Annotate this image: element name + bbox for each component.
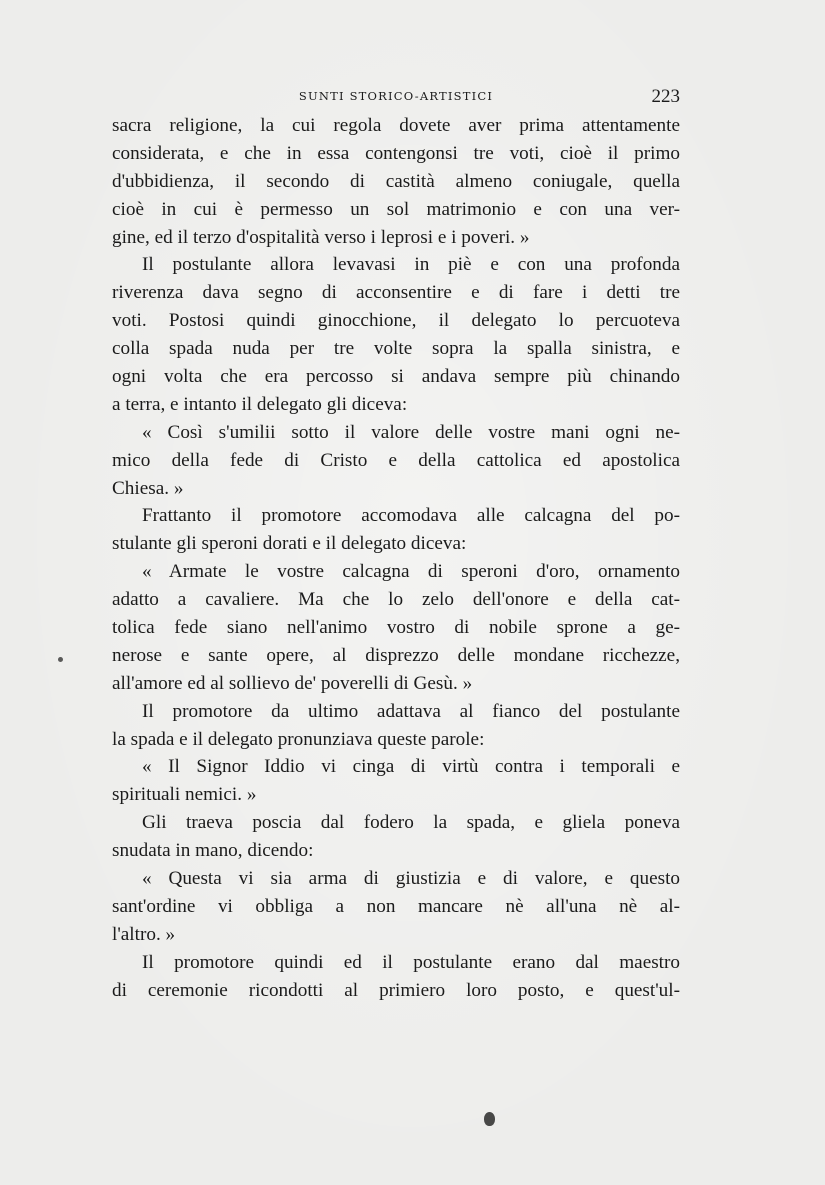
text-line: mico della fede di Cristo e della cattolica ed apostolica bbox=[112, 449, 680, 471]
text-line: cioè in cui è permesso un sol matrimonio e con una ver- bbox=[112, 198, 680, 220]
text-line: spirituali nemici. » bbox=[112, 784, 257, 806]
text-line: Il postulante allora levavasi in piè e con una profonda bbox=[142, 254, 680, 276]
text-line: di ceremonie ricondotti al primiero loro posto, e quest'ul- bbox=[112, 979, 680, 1001]
text-line: considerata, e che in essa contengonsi tre voti, cioè il primo bbox=[112, 142, 680, 164]
text-line: sacra religione, la cui regola dovete aver prima attentamente bbox=[112, 115, 680, 136]
ink-dot bbox=[58, 657, 63, 662]
text-line: Gli traeva poscia dal fodero la spada, e gliela poneva bbox=[142, 812, 680, 834]
text-line: riverenza dava segno di acconsentire e di fare i detti tre bbox=[112, 282, 680, 304]
text-line: gine, ed il terzo d'ospitalità verso i leprosi e i poveri. » bbox=[112, 226, 530, 248]
running-head bbox=[112, 86, 680, 108]
text-line: « Il Signor Iddio vi cinga di virtù contra i temporali e bbox=[142, 756, 680, 778]
text-line: sant'ordine vi obbliga a non mancare nè all'una nè al- bbox=[112, 895, 680, 917]
text-line: stulante gli speroni dorati e il delegato diceva: bbox=[112, 533, 467, 555]
text-line: snudata in mano, dicendo: bbox=[112, 840, 314, 862]
text-line: voti. Postosi quindi ginocchione, il delegato lo percuoteva bbox=[112, 310, 680, 332]
text-line: la spada e il delegato pronunziava queste parole: bbox=[112, 728, 485, 750]
text-line: d'ubbidienza, il secondo di castità almeno coniugale, quella bbox=[112, 170, 680, 192]
text-line: « Armate le vostre calcagna di speroni d'oro, ornamento bbox=[142, 561, 680, 583]
page-number: 223 bbox=[651, 86, 680, 107]
running-title: SUNTI STORICO-ARTISTICI bbox=[298, 89, 494, 103]
text-line: all'amore ed al sollievo de' poverelli di Gesù. » bbox=[112, 672, 473, 694]
text-line: colla spada nuda per tre volte sopra la spalla sinistra, e bbox=[112, 338, 680, 360]
text-line: Frattanto il promotore accomodava alle calcagna del po- bbox=[142, 505, 680, 527]
text-line: adatto a cavaliere. Ma che lo zelo dell'onore e della cat- bbox=[112, 589, 680, 611]
text-line: « Questa vi sia arma di giustizia e di valore, e questo bbox=[142, 868, 680, 890]
text-line: Il promotore quindi ed il postulante erano dal maestro bbox=[142, 951, 680, 973]
ink-blot bbox=[484, 1112, 495, 1126]
text-line: nerose e sante opere, al disprezzo delle mondane ricchezze, bbox=[112, 644, 680, 666]
text-line: Il promotore da ultimo adattava al fianco del postulante bbox=[142, 700, 680, 722]
body-text bbox=[112, 112, 680, 1005]
text-line: tolica fede siano nell'animo vostro di nobile sprone a ge- bbox=[112, 617, 680, 639]
text-line: ogni volta che era percosso si andava sempre più chinando bbox=[112, 366, 680, 388]
text-line: Chiesa. » bbox=[112, 477, 184, 499]
text-line: a terra, e intanto il delegato gli diceva: bbox=[112, 393, 408, 415]
text-line: l'altro. » bbox=[112, 923, 176, 945]
text-line: « Così s'umilii sotto il valore delle vostre mani ogni ne- bbox=[142, 421, 680, 443]
